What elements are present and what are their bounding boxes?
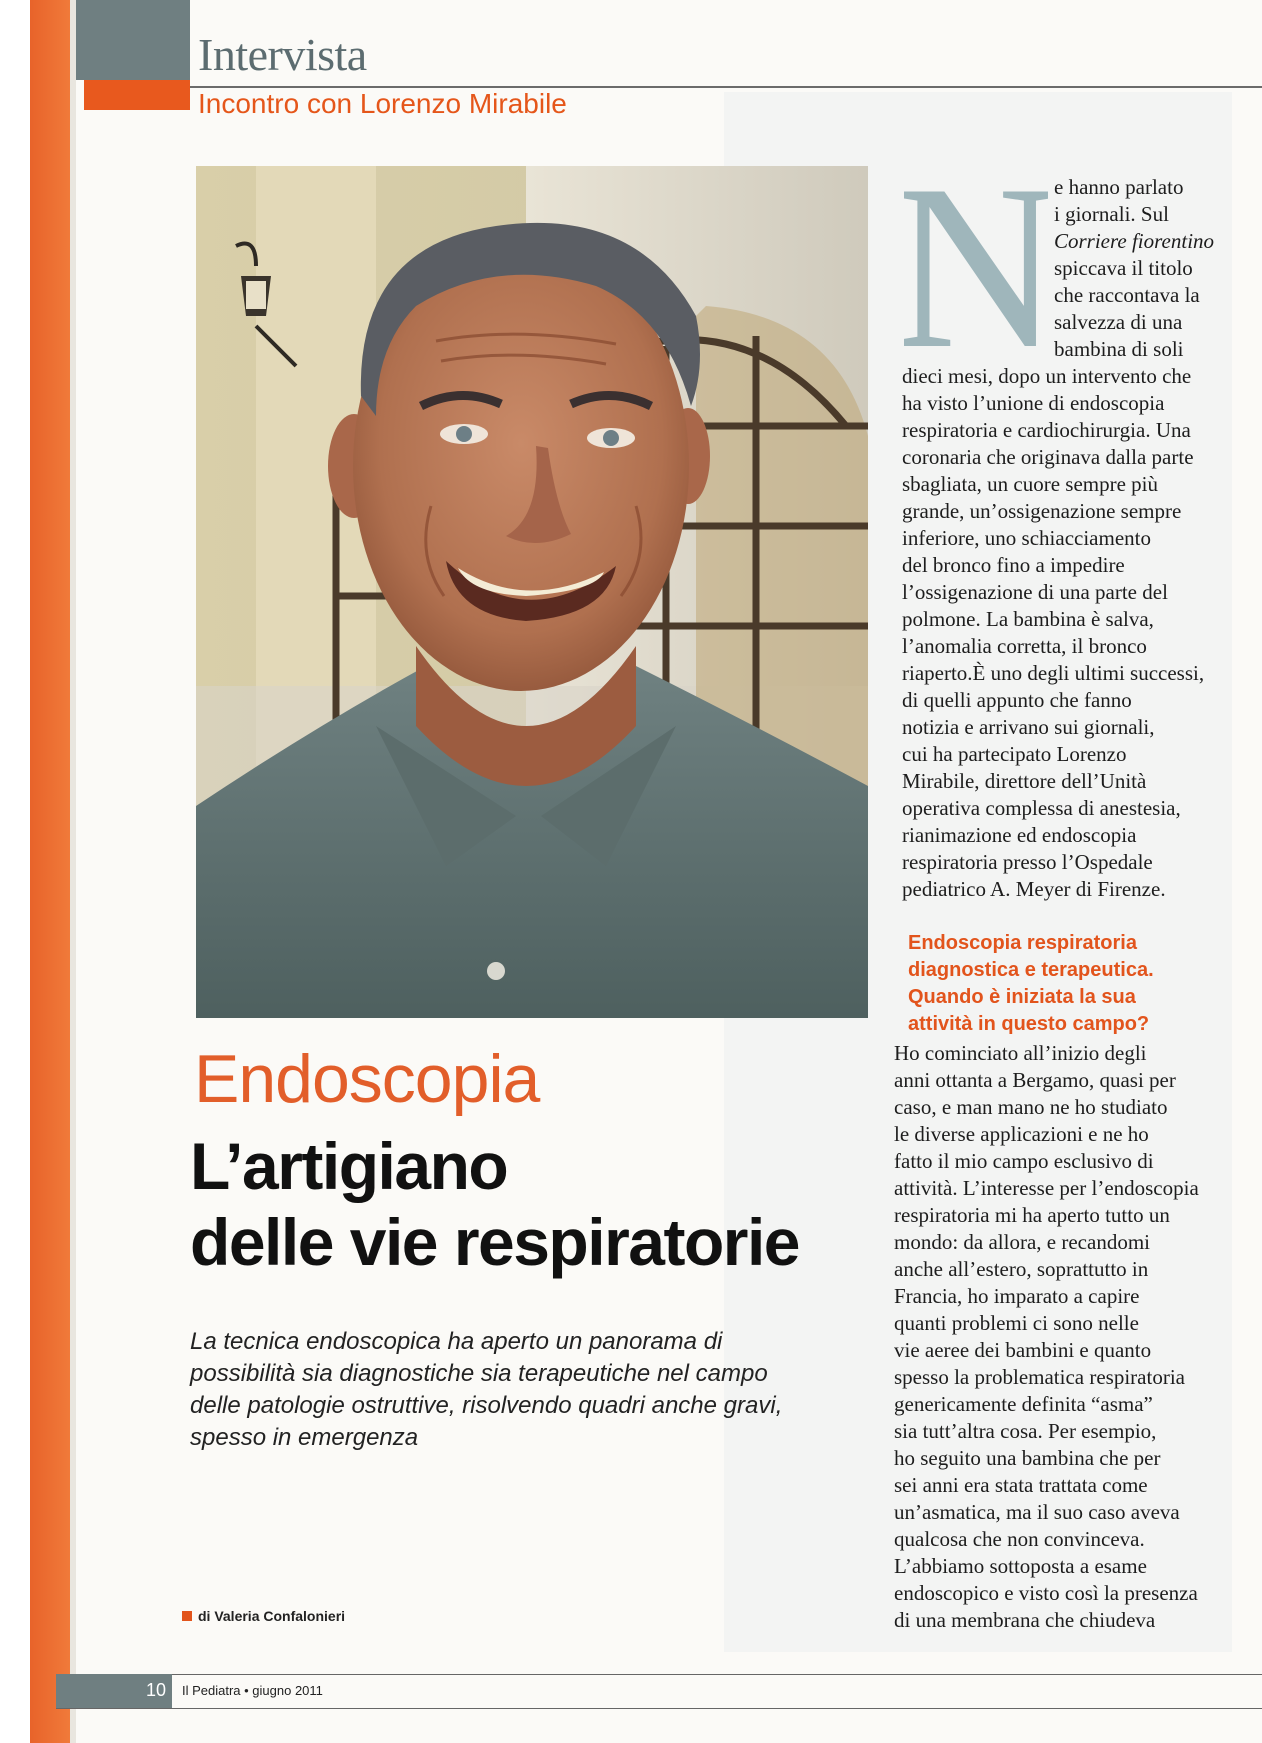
answer-line: Ho cominciato all’inizio degli (894, 1041, 1147, 1065)
drop-cap (904, 168, 1048, 352)
footer-rule-bottom (56, 1708, 1262, 1709)
article-headline (190, 1128, 799, 1280)
headline-line: L’artigiano (190, 1129, 508, 1203)
byline-text: di Valeria Confalonieri (198, 1608, 346, 1624)
article-standfirst (190, 1326, 782, 1454)
answer-line: genericamente definita “asma” (894, 1392, 1153, 1416)
header-gray-block (76, 0, 190, 80)
intro-line: l’ossigenazione di una parte del (902, 580, 1168, 604)
intro-line: pediatrico A. Meyer di Firenze. (902, 877, 1166, 901)
intro-line: respiratoria e cardiochirurgia. Una (902, 418, 1191, 442)
answer-line: le diverse applicazioni e ne ho (894, 1122, 1149, 1146)
standfirst-line: La tecnica endoscopica ha aperto un panorama di (190, 1328, 723, 1355)
answer-line: quanti problemi ci sono nelle (894, 1311, 1139, 1335)
headline-line: delle vie respiratorie (190, 1205, 799, 1279)
intro-line: cui ha partecipato Lorenzo (902, 742, 1127, 766)
interview-question (908, 930, 1154, 1038)
intro-line: riaperto.È uno degli ultimi successi, (902, 661, 1205, 685)
intro-line: salvezza di una (1054, 310, 1183, 334)
page-edge (0, 0, 30, 1743)
intro-line: coronaria che originava dalla parte (902, 445, 1194, 469)
page-gutter (70, 0, 76, 1743)
section-subtitle: Incontro con Lorenzo Mirabile (198, 88, 567, 119)
intro-line: i giornali. Sul (1054, 202, 1169, 226)
intro-line: polmone. La bambina è salva, (902, 607, 1154, 631)
orange-edge-strip (30, 0, 70, 1743)
question-line: Quando è iniziata la sua (908, 986, 1136, 1008)
answer-line: ho seguito una bambina che per (894, 1446, 1161, 1470)
intro-line: di quelli appunto che fanno (902, 688, 1132, 712)
answer-line: attività. L’interesse per l’endoscopia (894, 1176, 1199, 1200)
answer-line: anni ottanta a Bergamo, quasi per (894, 1068, 1176, 1092)
interview-answer (894, 1040, 1199, 1634)
intro-line: respiratoria presso l’Ospedale (902, 850, 1153, 874)
answer-line: fatto il mio campo esclusivo di (894, 1149, 1154, 1173)
intro-line: inferiore, uno schiacciamento (902, 526, 1151, 550)
drop-cap-letter: N (904, 168, 1048, 352)
intro-line: del bronco fino a impedire (902, 553, 1125, 577)
byline (182, 1608, 345, 1624)
page-number: 10 (146, 1680, 167, 1700)
question-line: Endoscopia respiratoria (908, 932, 1137, 954)
intro-line: sbagliata, un cuore sempre più (902, 472, 1158, 496)
answer-line: anche all’estero, soprattutto in (894, 1257, 1149, 1281)
header-orange-block (84, 80, 190, 110)
answer-line: vie aeree dei bambini e quanto (894, 1338, 1152, 1362)
intro-line: e hanno parlato (1054, 175, 1184, 199)
intro-line: rianimazione ed endoscopia (902, 823, 1137, 847)
section-title: Intervista (198, 29, 367, 80)
answer-line: sia tutt’altra cosa. Per esempio, (894, 1419, 1157, 1443)
footer-rule-top (56, 1674, 1262, 1675)
answer-line: un’asmatica, ma il suo caso aveva (894, 1500, 1180, 1524)
intro-line: operativa complessa di anestesia, (902, 796, 1181, 820)
intro-line: notizia e arrivano sui giornali, (902, 715, 1155, 739)
answer-line: spesso la problematica respiratoria (894, 1365, 1185, 1389)
intro-line: grande, un’ossigenazione sempre (902, 499, 1182, 523)
intro-line: dieci mesi, dopo un intervento che (902, 364, 1192, 388)
intro-line: ha visto l’unione di endoscopia (902, 391, 1165, 415)
answer-line: Francia, ho imparato a capire (894, 1284, 1140, 1308)
portrait-photo (196, 166, 868, 1018)
answer-line: L’abbiamo sottoposta a esame (894, 1554, 1147, 1578)
intro-line-newspaper: Corriere fiorentino (1054, 229, 1215, 253)
intro-line: che raccontava la (1054, 283, 1200, 307)
answer-line: sei anni era stata trattata come (894, 1473, 1148, 1497)
standfirst-line: possibilità sia diagnostiche sia terapeutiche nel campo (190, 1360, 768, 1387)
intro-line: spiccava il titolo (1054, 256, 1193, 280)
question-line: attività in questo campo? (908, 1013, 1150, 1035)
intro-line: Mirabile, direttore dell’Unità (902, 769, 1147, 793)
answer-line: caso, e man mano ne ho studiato (894, 1095, 1168, 1119)
answer-line: endoscopico e visto così la presenza (894, 1581, 1198, 1605)
answer-line: qualcosa che non convinceva. (894, 1527, 1145, 1551)
answer-line: di una membrana che chiudeva (894, 1608, 1156, 1632)
answer-line: respiratoria mi ha aperto tutto un (894, 1203, 1170, 1227)
article-kicker: Endoscopia (194, 1041, 540, 1117)
byline-square-icon (182, 1611, 192, 1621)
intro-line: l’anomalia corretta, il bronco (902, 634, 1147, 658)
answer-line: mondo: da allora, e recandomi (894, 1230, 1150, 1254)
publication-info: Il Pediatra • giugno 2011 (182, 1683, 323, 1698)
intro-line: bambina di soli (1054, 337, 1184, 361)
intro-top-text (1054, 174, 1214, 363)
intro-body-text (902, 363, 1204, 903)
standfirst-line: delle patologie ostruttive, risolvendo quadri anche gravi, (190, 1392, 783, 1419)
question-line: diagnostica e terapeutica. (908, 959, 1154, 981)
standfirst-line: spesso in emergenza (190, 1424, 419, 1451)
